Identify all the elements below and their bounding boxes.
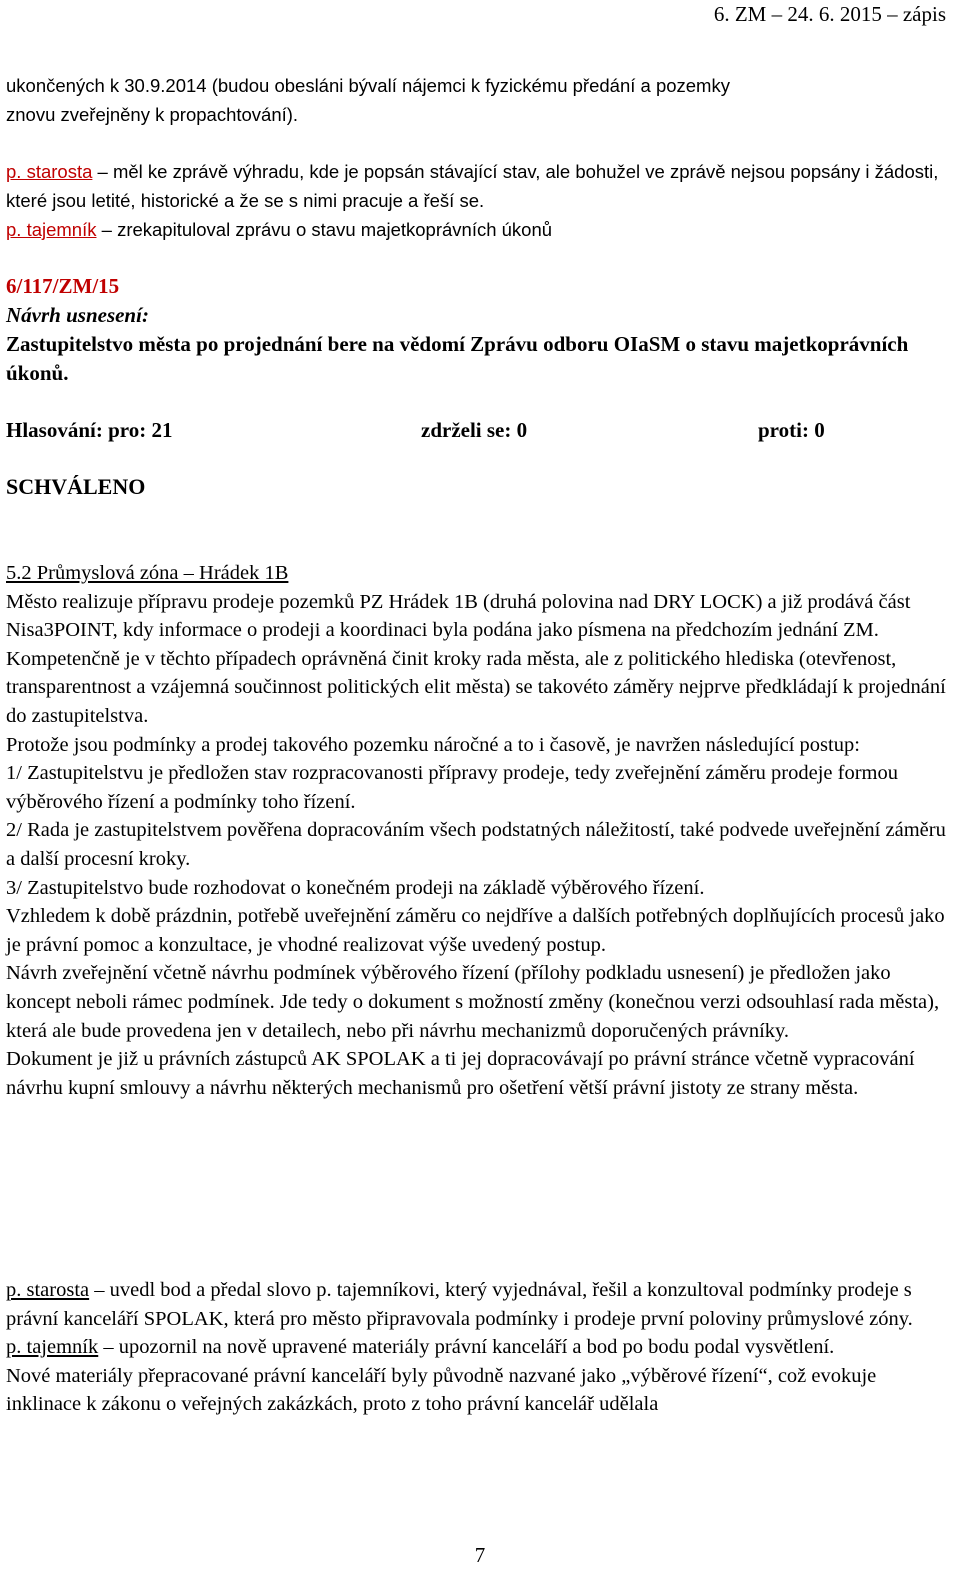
vote-against: proti: 0 xyxy=(758,418,825,442)
page-number: 7 xyxy=(474,1543,486,1567)
remarks-block xyxy=(6,157,951,244)
section-paragraph: Návrh zveřejnění včetně návrhu podmínek výběrového řízení (přílohy podkladu usnesení) je předložen jako koncept neboli rámec podmínek. Jde tedy o dokument s možností změny (konečnou verzi odsouhlasí rada města), která ale bude provedena jen v detailech, nebo při návrhu mechanizmů doporučených právníky. xyxy=(6,962,940,1042)
section-paragraph: Protože jsou podmínky a prodej takového pozemku náročné a to i časově, je navržen následující postup: xyxy=(6,733,860,756)
intro-line: ukončených k 30.9.2014 (budou obesláni bývalí nájemci k fyzickému předání a pozemky xyxy=(6,75,730,96)
section-paragraph: Dokument je již u právních zástupců AK SPOLAK a ti jej dopracovávají po právní stránce včetně vypracování návrhu kupní smlouvy a návrhu některých mechanismů pro ošetření větší právní jistoty ze strany města. xyxy=(6,1048,915,1099)
vote-for: Hlasování: pro: 21 xyxy=(6,418,173,442)
vote-abstain: zdrželi se: 0 xyxy=(421,418,528,442)
resolution-block xyxy=(6,272,951,388)
section-5-2 xyxy=(6,559,951,1102)
discussion-tajemnik xyxy=(6,1333,951,1362)
discussion-text: – upozornil na nově upravené materiály právní kanceláří a bod po bodu podal vysvětlení. xyxy=(98,1336,835,1359)
speaker-tajemnik: p. tajemník xyxy=(6,219,97,240)
intro-line: znovu zveřejněny k propachtování). xyxy=(6,104,299,125)
section-paragraph: 3/ Zastupitelstvo bude rozhodovat o konečném prodeji na základě výběrového řízení. xyxy=(6,876,705,899)
discussion-block xyxy=(6,1276,951,1419)
speaker-starosta: p. starosta xyxy=(6,161,93,182)
section-paragraph: Kompetenčně je v těchto případech oprávněná činit kroky rada města, ale z politického hlediska (otevřenost, transparentnost a vzájemná součinnost politických elit města) se takovéto záměry nejprve předkládají k projednání do zastupitelstva. xyxy=(6,647,946,727)
remark-text: – zrekapituloval zprávu o stavu majetkoprávních úkonů xyxy=(96,219,553,240)
speaker-starosta: p. starosta xyxy=(6,1279,90,1301)
speaker-tajemnik: p. tajemník xyxy=(6,1336,99,1359)
intro-paragraph xyxy=(6,71,951,129)
discussion-closing: Nové materiály přepracované právní kanceláří byly původně nazvané jako „výběrové řízení“, což evokuje inklinace k zákonu o veřejných zakázkách, proto z toho právní kancelář udělala xyxy=(6,1364,877,1416)
section-paragraph: Město realizuje přípravu prodeje pozemků PZ Hrádek 1B (druhá polovina nad DRY LOCK) a již prodává část Nisa3POINT, kdy informace o prodeji a koordinaci byla podána jako písmena na předchozím jednání ZM. xyxy=(6,590,911,642)
remark-starosta xyxy=(6,157,951,215)
remark-tajemnik xyxy=(6,215,951,244)
resolution-heading: Návrh usnesení: xyxy=(6,303,149,327)
section-paragraph: 2/ Rada je zastupitelstvem pověřena dopracováním všech podstatných náležitostí, také podvede uveřejnění záměru a další procesní kroky. xyxy=(6,819,946,870)
section-paragraph: Vzhledem k době prázdnin, potřebě uveřejnění záměru co nejdříve a dalších potřebných doplňujících procesů jako je právní pomoc a konzultace, je vhodné realizovat výše uvedený postup. xyxy=(6,905,945,956)
discussion-starosta xyxy=(6,1276,951,1333)
section-paragraph: 1/ Zastupitelstvu je předložen stav rozpracovanosti přípravy prodeje, tedy zveřejnění záměru prodeje formou výběrového řízení a podmínky toho řízení. xyxy=(6,762,898,813)
resolution-text: Zastupitelstvo města po projednání bere na vědomí Zprávu odboru OIaSM o stavu majetkoprávních úkonů. xyxy=(6,332,909,385)
result-approved: SCHVÁLENO xyxy=(6,474,146,499)
section-title: 5.2 Průmyslová zóna – Hrádek 1B xyxy=(6,562,289,584)
resolution-number: 6/117/ZM/15 xyxy=(6,274,120,298)
discussion-text: – uvedl bod a předal slovo p. tajemníkovi, který vyjednával, řešil a konzultoval podmínky prodeje s právní kanceláří SPOLAK, která pro město připravovala podmínky i prodeje první poloviny průmyslové zóny. xyxy=(6,1279,913,1330)
remark-text: – měl ke zprávě výhradu, kde je popsán stávající stav, ale bohužel ve zprávě nejsou popsány i žádosti, které jsou letité, historické a že se s nimi pracuje a řeší se. xyxy=(6,161,939,211)
page-header: 6. ZM – 24. 6. 2015 – zápis xyxy=(713,2,946,26)
